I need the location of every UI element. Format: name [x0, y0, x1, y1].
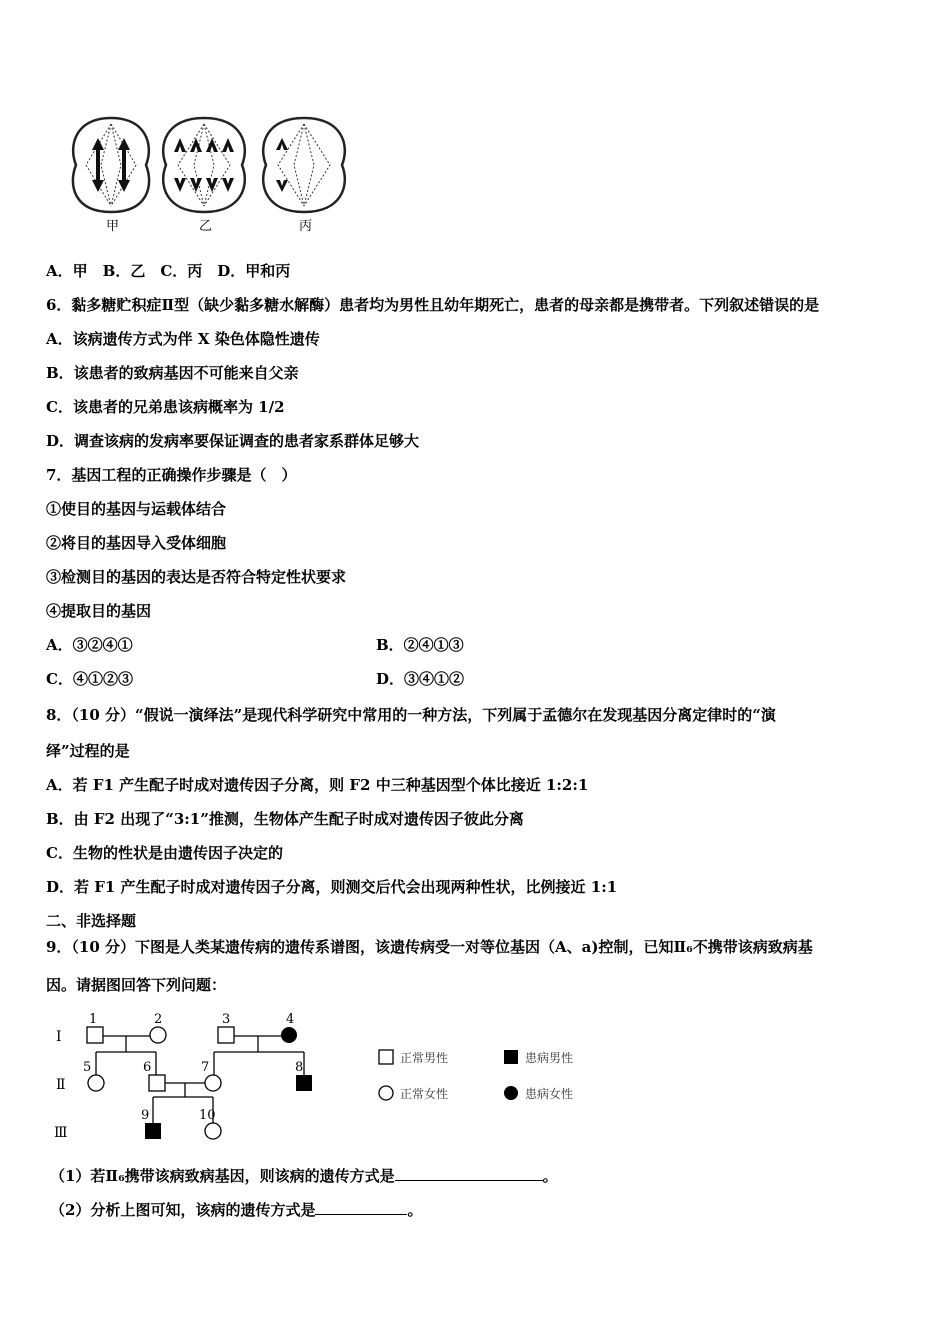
cell-label-yi: 乙: [199, 219, 213, 234]
individual-7-normal-female: [205, 1075, 221, 1091]
q9-stem-line1: 9．（10 分）下图是人类某遗传病的遗传系谱图，该遗传病受一对等位基因（A、a)控制，已知Ⅱ₆不携带该病致病基: [46, 938, 813, 956]
individual-6-normal-male: [149, 1075, 165, 1091]
individual-5-normal-female: [88, 1075, 104, 1091]
cell-label-bing: 丙: [299, 219, 313, 234]
individual-number-1: 1: [89, 1012, 98, 1027]
legend-affected-female: 患病女性: [525, 1087, 574, 1101]
individual-9-affected-male: [145, 1123, 161, 1139]
cell-division-figure: [66, 110, 356, 235]
q8-option-b: B．由 F2 出现了“3:1”推测，生物体产生配子时成对遗传因子彼此分离: [46, 810, 524, 828]
q7-option-b: B．②④①③: [376, 636, 464, 654]
legend-normal-female: 正常女性: [400, 1087, 449, 1101]
individual-number-7: 7: [201, 1060, 210, 1075]
q9-stem-line2: 因。请据图回答下列问题：: [46, 976, 227, 994]
individual-number-9: 9: [141, 1108, 150, 1123]
section-heading: 二、非选择题: [46, 912, 137, 930]
generation-iii-label: Ⅲ: [54, 1125, 68, 1141]
individual-number-5: 5: [83, 1060, 92, 1075]
individual-number-3: 3: [222, 1012, 231, 1027]
individual-number-6: 6: [143, 1060, 152, 1075]
individual-number-4: 4: [286, 1012, 295, 1027]
q6-option-d: D．调查该病的发病率要保证调查的患者家系群体足够大: [46, 432, 420, 450]
q7-step-1: ①使目的基因与运载体结合: [46, 500, 227, 518]
individual-2-normal-female: [150, 1027, 166, 1043]
q7-option-c: C．④①②③: [46, 670, 133, 688]
q7-stem: 7．基因工程的正确操作步骤是（ ）: [46, 466, 297, 484]
q7-step-3: ③检测目的基因的表达是否符合特定性状要求: [46, 568, 347, 586]
q9-sub-question-2: （2）分析上图可知，该病的遗传方式是 。: [50, 1201, 423, 1219]
answer-blank-2[interactable]: [315, 1200, 407, 1215]
individual-4-affected-female: [281, 1027, 297, 1043]
generation-ii-label: Ⅱ: [56, 1077, 66, 1093]
individual-number-10: 10: [199, 1108, 216, 1123]
individual-10-normal-female: [205, 1123, 221, 1139]
q8-option-c: C．生物的性状是由遗传因子决定的: [46, 844, 283, 862]
q6-option-a: A．该病遗传方式为伴 X 染色体隐性遗传: [46, 330, 320, 348]
q8-option-a: A．若 F1 产生配子时成对遗传因子分离，则 F2 中三种基因型个体比接近 1:2:1: [46, 776, 589, 794]
individual-number-2: 2: [154, 1012, 163, 1027]
q8-stem-line1: 8．（10 分）“假说一演绎法”是现代科学研究中常用的一种方法，下列属于孟德尔在发现基因分离定律时的“演: [46, 706, 776, 724]
q7-option-d: D．③④①②: [376, 670, 465, 688]
q6-stem: 6．黏多糖贮积症Ⅱ型（缺少黏多糖水解酶）患者均为男性且幼年期死亡，患者的母亲都是携带者。下列叙述错误的是: [46, 296, 820, 314]
q6-option-b: B．该患者的致病基因不可能来自父亲: [46, 364, 299, 382]
legend-affected-male: 患病男性: [525, 1051, 574, 1065]
generation-i-label: Ⅰ: [56, 1029, 62, 1045]
q9-sub-question-1: （1）若Ⅱ₆携带该病致病基因，则该病的遗传方式是 。: [50, 1167, 558, 1185]
q8-option-d: D．若 F1 产生配子时成对遗传因子分离，则测交后代会出现两种性状，比例接近 1:1: [46, 878, 618, 896]
individual-3-normal-male: [218, 1027, 234, 1043]
individual-1-normal-male: [87, 1027, 103, 1043]
answer-blank-1[interactable]: [395, 1166, 543, 1181]
individual-number-8: 8: [295, 1060, 304, 1075]
q8-stem-line2: 绎”过程的是: [46, 742, 130, 760]
legend-normal-male: 正常男性: [400, 1051, 449, 1065]
cell-label-jia: 甲: [106, 219, 120, 234]
q7-option-a: A．③②④①: [46, 636, 133, 654]
q7-step-4: ④提取目的基因: [46, 602, 152, 620]
individual-8-affected-male: [296, 1075, 312, 1091]
q6-option-c: C．该患者的兄弟患该病概率为 1/2: [46, 398, 285, 416]
pedigree-chart: [46, 1005, 606, 1150]
q7-step-2: ②将目的基因导入受体细胞: [46, 534, 227, 552]
q5-options: A．甲 B．乙 C．丙 D．甲和丙: [46, 262, 291, 280]
